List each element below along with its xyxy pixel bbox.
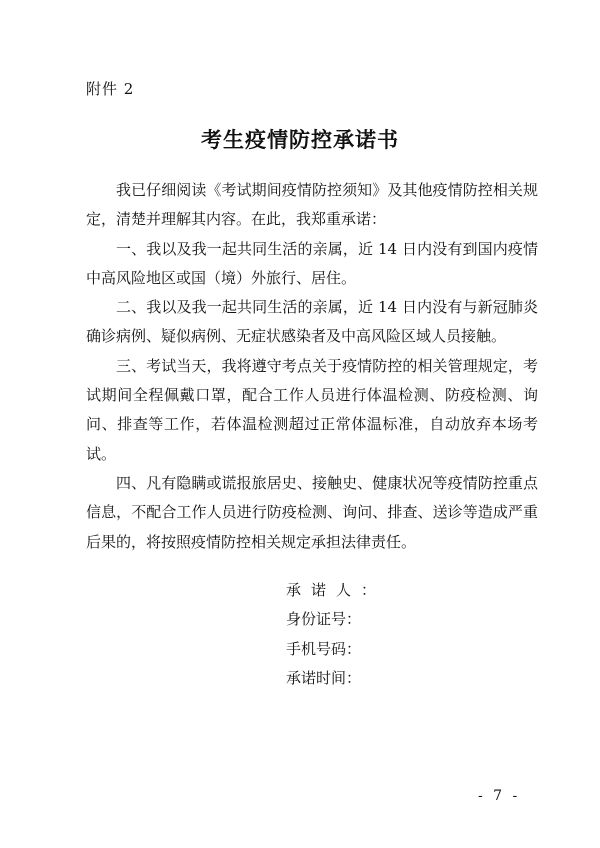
document-title: 考生疫情防控承诺书 — [201, 127, 399, 152]
pledge-body — [86, 176, 538, 557]
pledge-item-1: 一、我以及我一起共同生活的亲属，近 14 日内没有到国内疫情中高风险地区或国（境）外旅行、居住。 — [86, 239, 538, 287]
promiser-field-label: 承诺人： — [286, 581, 387, 599]
id-number-field-label: 身份证号： — [286, 610, 362, 629]
page-number: - 7 - — [478, 788, 521, 804]
phone-field-label: 手机号码： — [286, 639, 362, 658]
date-field-label: 承诺时间： — [286, 668, 362, 687]
signature-block — [286, 576, 386, 693]
pledge-item-4: 四、凡有隐瞒或谎报旅居史、接触史、健康状况等疫情防控重点信息，不配合工作人员进行防疫检测、询问、排查、送诊等造成严重后果的，将按照疫情防控相关规定承担法律责任。 — [86, 473, 538, 551]
pledge-item-2: 二、我以及我一起共同生活的亲属，近 14 日内没有与新冠肺炎确诊病例、疑似病例、无症状感染者及中高风险区域人员接触。 — [86, 298, 538, 346]
pledge-item-3: 三、考试当天，我将遵守考点关于疫情防控的相关管理规定，考试期间全程佩戴口罩，配合工作人员进行体温检测、防疫检测、询问、排查等工作，若体温检测超过正常体温标准，自动放弃本场考试。 — [86, 356, 538, 463]
attachment-label: 附件 2 — [86, 80, 135, 98]
intro-paragraph: 我已仔细阅读《考试期间疫情防控须知》及其他疫情防控相关规定，清楚并理解其内容。在此，我郑重承诺： — [86, 181, 538, 229]
